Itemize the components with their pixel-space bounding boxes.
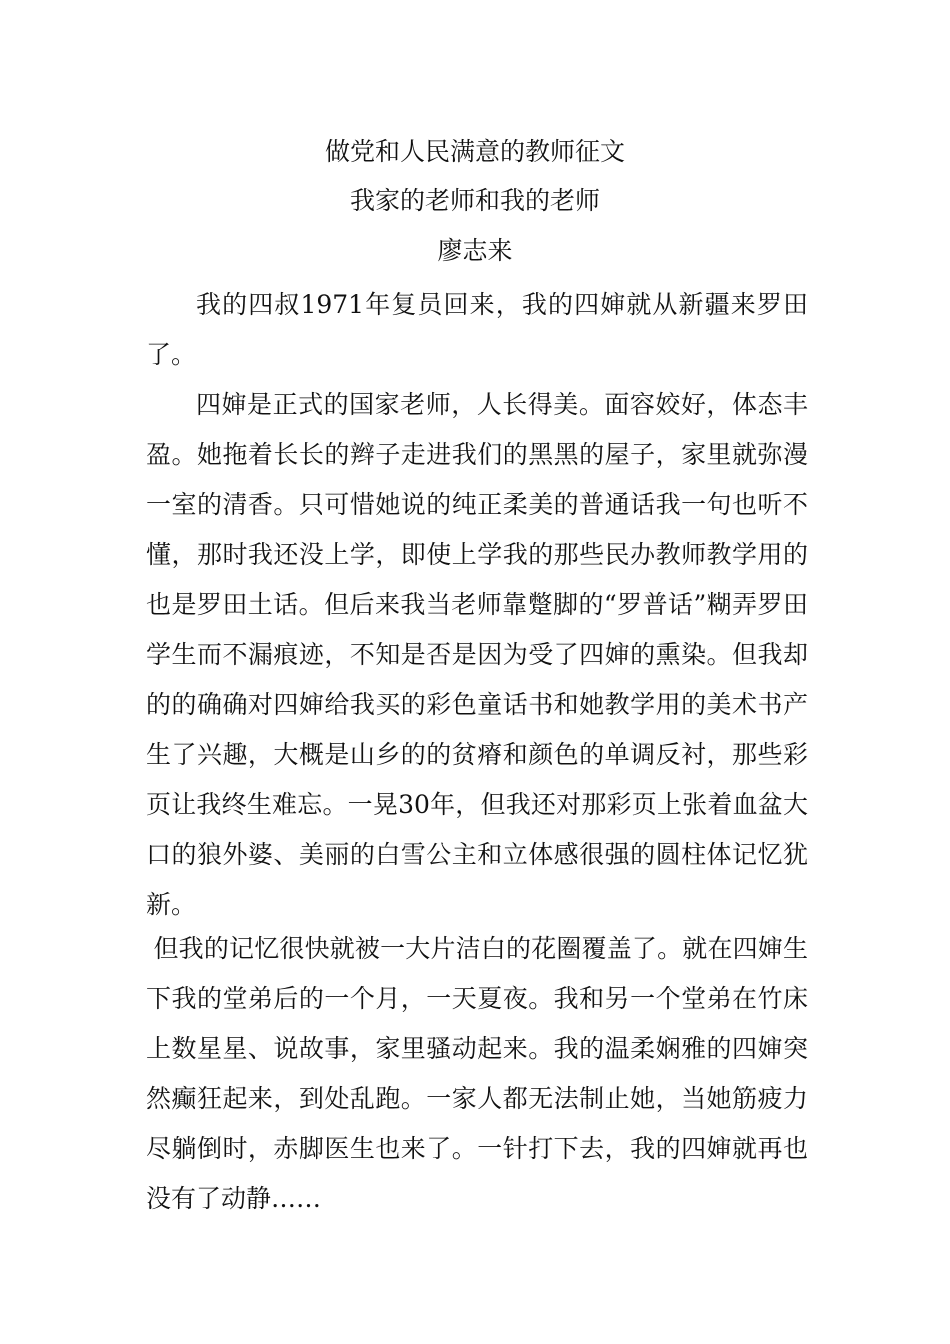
document-subtitle: 我家的老师和我的老师	[349, 186, 600, 215]
document-title: 做党和人民满意的教师征文	[324, 137, 625, 166]
paragraph-2: 四婶是正式的国家老师，人长得美。面容姣好，体态丰盈。她拖着长长的辫子走进我们的黑黑的屋子，家里就弥漫一室的清香。只可惜她说的纯正柔美的普通话我一句也听不懂，那时我还没上学，即使上学我的那些民办教师教学用的也是罗田土话。但后来我当老师靠蹩脚的“罗普话”糊弄罗田学生而不漏痕迹，不知是否是因为受了四婶的熏染。但我却的的确确对四婶给我买的彩色童话书和她教学用的美术书产生了兴趣，大概是山乡的的贫瘠和颜色的单调反衬，那些彩页让我终生难忘。一晃30年，但我还对那彩页上张着血盆大口的狼外婆、美丽的白雪公主和立体感很强的圆柱体记忆犹新。	[146, 390, 808, 919]
paragraph-3: 但我的记忆很快就被一大片洁白的花圈覆盖了。就在四婶生下我的堂弟后的一个月，一天夏夜。我和另一个堂弟在竹床上数星星、说故事，家里骚动起来。我的温柔娴雅的四婶突然癫狂起来，到处乱跑。一家人都无法制止她，当她筋疲力尽躺倒时，赤脚医生也来了。一针打下去，我的四婶就再也没有了动静……	[146, 934, 808, 1213]
paragraph-1: 我的四叔1971年复员回来，我的四婶就从新疆来罗田了。	[146, 290, 808, 369]
document-author: 廖志来	[437, 236, 513, 265]
